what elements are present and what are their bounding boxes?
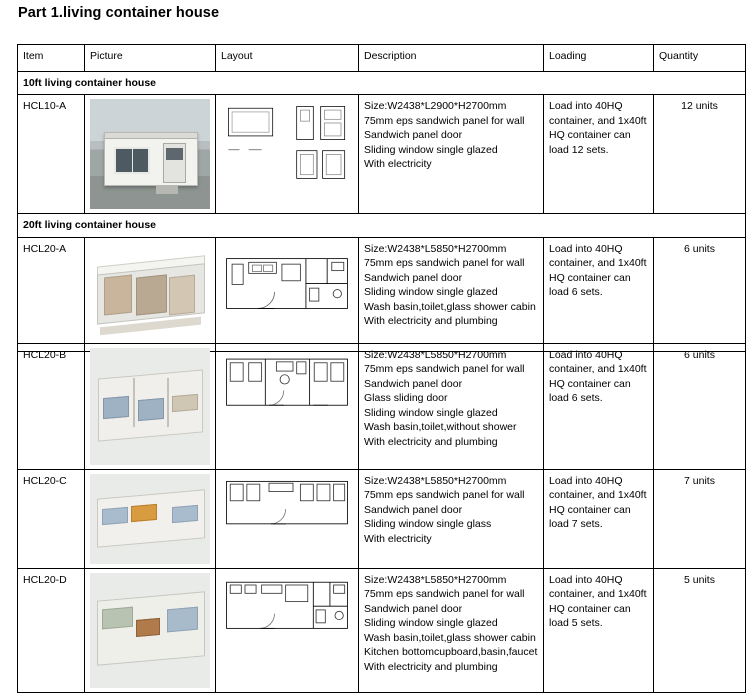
- cell-description-hcl20c: Size:W2438*L5850*H2700mm 75mm eps sandwich panel for wall Sandwich panel door Sliding window single glass With electricity: [359, 470, 544, 569]
- cell-layout-hcl10a: [216, 95, 359, 214]
- photo-hcl10a: [90, 99, 210, 209]
- header-picture: Picture: [85, 45, 216, 72]
- cell-layout-hcl20b: [216, 344, 359, 470]
- cell-item-hcl20a: HCL20-A: [18, 237, 85, 351]
- cell-item-hcl20b: HCL20-B: [18, 344, 85, 470]
- cell-quantity-hcl20b: 6 units: [654, 344, 746, 470]
- page-title: Part 1.living container house: [18, 5, 220, 21]
- header-layout: Layout: [216, 45, 359, 72]
- cell-description-hcl20b: Size:W2438*L5850*H2700mm 75mm eps sandwich panel for wall Sandwich panel door Glass sliding door Sliding window single glazed Wash basin,toilet,without shower With electricity and plumbing: [359, 344, 544, 470]
- cell-item-hcl10a: HCL10-A: [18, 95, 85, 214]
- photo-hcl20c: [90, 474, 210, 564]
- table-row: [18, 569, 746, 693]
- cell-quantity-hcl20d: 5 units: [654, 569, 746, 693]
- cell-loading-hcl20d: Load into 40HQ container, and 1x40ft HQ container can load 5 sets.: [544, 569, 654, 693]
- cell-description-hcl20d: Size:W2438*L5850*H2700mm 75mm eps sandwich panel for wall Sandwich panel door Sliding window single glazed Wash basin,toilet,glass shower cabin Kitchen bottomcupboard,basin,faucet With electricity and plumbing: [359, 569, 544, 693]
- table-header-row: [18, 45, 746, 72]
- table-row: [18, 470, 746, 569]
- layout-drawing-hcl20b: [221, 348, 353, 456]
- cell-loading-hcl20b: Load into 40HQ container, and 1x40ft HQ container can load 6 sets.: [544, 344, 654, 470]
- layout-drawing-hcl20d: [221, 573, 353, 679]
- cell-picture-hcl20a: [85, 237, 216, 351]
- cell-layout-hcl20c: [216, 470, 359, 569]
- cell-description-hcl10a: Size:W2438*L2900*H2700mm 75mm eps sandwich panel for wall Sandwich panel door Sliding window single glazed With electricity: [359, 95, 544, 214]
- cell-loading-hcl20c: Load into 40HQ container, and 1x40ft HQ container can load 7 sets.: [544, 470, 654, 569]
- table-row: [18, 95, 746, 214]
- header-item: Item: [18, 45, 85, 72]
- layout-drawing-hcl10a: [221, 99, 353, 201]
- photo-hcl20d: [90, 573, 210, 688]
- cell-item-hcl20c: HCL20-C: [18, 470, 85, 569]
- photo-hcl20a: [90, 242, 210, 347]
- photo-hcl20b: [90, 348, 210, 465]
- cell-description-hcl20a: Size:W2438*L5850*H2700mm 75mm eps sandwich panel for wall Sandwich panel door Sliding window single glazed Wash basin,toilet,glass shower cabin With electricity and plumbing: [359, 237, 544, 351]
- layout-drawing-hcl20a: [221, 242, 353, 339]
- cell-picture-hcl20b: [85, 344, 216, 470]
- table-row: [18, 237, 746, 351]
- table-row: [18, 344, 746, 470]
- section-row-10ft: [18, 72, 746, 95]
- cell-layout-hcl20a: [216, 237, 359, 351]
- cell-picture-hcl20d: [85, 569, 216, 693]
- header-description: Description: [359, 45, 544, 72]
- cell-layout-hcl20d: [216, 569, 359, 693]
- section-row-20ft: [18, 214, 746, 237]
- layout-drawing-hcl20c: [221, 474, 353, 557]
- cell-picture-hcl10a: [85, 95, 216, 214]
- cell-loading-hcl10a: Load into 40HQ container, and 1x40ft HQ container can load 12 sets.: [544, 95, 654, 214]
- spec-table-part1: [17, 44, 746, 352]
- cell-quantity-hcl20a: 6 units: [654, 237, 746, 351]
- header-loading: Loading: [544, 45, 654, 72]
- spec-table-part1-continued: [17, 343, 746, 693]
- section-label-10ft: 10ft living container house: [18, 72, 746, 95]
- cell-picture-hcl20c: [85, 470, 216, 569]
- section-label-20ft: 20ft living container house: [18, 214, 746, 237]
- cell-item-hcl20d: HCL20-D: [18, 569, 85, 693]
- header-quantity: Quantity: [654, 45, 746, 72]
- cell-quantity-hcl20c: 7 units: [654, 470, 746, 569]
- cell-loading-hcl20a: Load into 40HQ container, and 1x40ft HQ container can load 6 sets.: [544, 237, 654, 351]
- cell-quantity-hcl10a: 12 units: [654, 95, 746, 214]
